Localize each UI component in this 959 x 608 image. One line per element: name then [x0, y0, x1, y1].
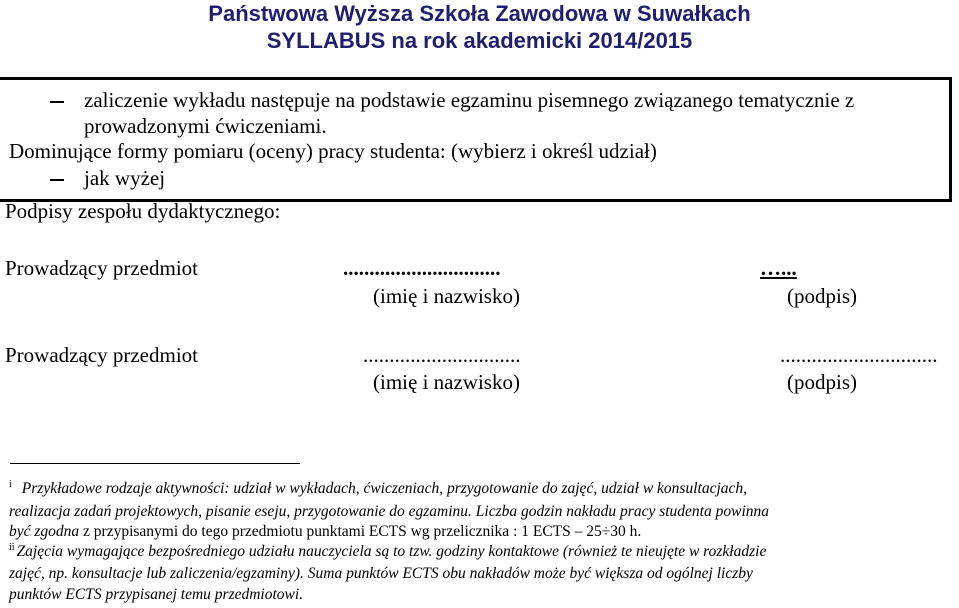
item1-line2: prowadzonymi ćwiczeniami. — [84, 114, 327, 138]
header-syllabus-year: SYLLABUS na rok akademicki 2014/2015 — [266, 28, 693, 53]
sign-dots-1: …... — [760, 256, 797, 280]
item2-text: jak wyżej — [84, 166, 166, 190]
name-dots-1: .............................. — [343, 256, 501, 280]
sign-caption-2: (podpis) — [787, 370, 857, 394]
name-dots-2: .............................. — [363, 343, 521, 367]
sign-dots-2: .............................. — [780, 343, 938, 367]
list-dash — [50, 101, 64, 103]
name-caption-2: (imię i nazwisko) — [373, 370, 520, 394]
item1-line1: zaliczenie wykładu następuje na podstawie egzaminu pisemnego związanego tematycznie z — [84, 88, 855, 112]
list-dash — [50, 179, 64, 181]
lecturer-label-2: Prowadzący przedmiot — [5, 343, 199, 367]
sign-caption-1: (podpis) — [787, 284, 857, 308]
footnote-1-line2: realizacja zadań projektowych, pisanie eseju, przygotowanie do egzaminu. Liczba godzin nakładu pracy studenta powinna — [9, 503, 770, 520]
footnote-2-line3: punktów ECTS przypisanej temu przedmiotowi. — [9, 586, 304, 603]
footnote-1-line3 — [9, 522, 641, 542]
footnote-1-line3-upright: z przypisanymi do tego przedmiotu punktami ECTS wg przelicznika : 1 ECTS – 25÷30 h. — [79, 523, 642, 540]
footnote-1-line1 — [9, 479, 747, 499]
footnote-2-text: Zajęcia wymagające bezpośredniego udziału nauczyciela są to tzw. godziny kontaktowe (również te nieujęte w rozkładzie — [16, 543, 767, 560]
footnote-2-line2: zajęć, np. konsultacje lub zaliczenia/egzaminy). Suma punktów ECTS obu nakładów może być większa od ogólnej liczby — [9, 565, 753, 582]
footnote-separator — [10, 463, 300, 464]
lecturer-label-1: Prowadzący przedmiot — [5, 256, 199, 280]
header-institution: Państwowa Wyższa Szkoła Zawodowa w Suwałkach — [208, 1, 751, 26]
signatures-title: Podpisy zespołu dydaktycznego: — [5, 199, 281, 223]
footnote-1-text: Przykładowe rodzaje aktywności: udział w wykładach, ćwiczeniach, przygotowanie do zajęć, udział w konsultacjach, — [21, 480, 748, 497]
footnote-1-mark: i — [9, 479, 12, 490]
dominant-forms-text: Dominujące formy pomiaru (oceny) pracy studenta: (wybierz i określ udział) — [9, 139, 657, 163]
footnote-2-mark: ii — [9, 542, 15, 553]
footnote-2-line1 — [9, 542, 766, 562]
name-caption-1: (imię i nazwisko) — [373, 284, 520, 308]
footnote-1-line3-italic: być zgodna — [9, 523, 80, 540]
